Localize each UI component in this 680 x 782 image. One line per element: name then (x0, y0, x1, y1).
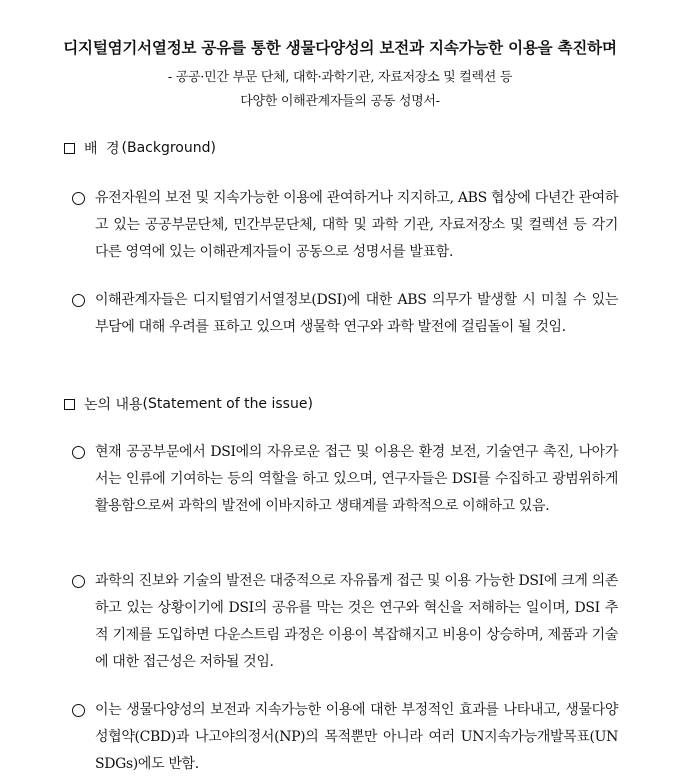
paragraph-text: 현재 공공부문에서 DSI에의 자유로운 접근 및 이용은 환경 보전, 기술연구 촉진, 나아가서는 인류에 기여하는 등의 역할을 하고 있으며, 연구자들은 DSI를 수집하고 광범위하게 활용함으로써 과학의 발전에 이바지하고 생태계를 과학적으로 이해하고 있음. (95, 444, 618, 514)
circle-bullet-icon (72, 704, 85, 717)
section-heading-statement (64, 394, 313, 414)
circle-bullet-icon (72, 192, 85, 205)
circle-bullet-icon (72, 294, 85, 307)
paragraph (72, 568, 618, 676)
section-heading-ko: 논의 내용 (84, 397, 143, 413)
paragraph (72, 185, 618, 266)
section-heading-en: (Background) (121, 140, 216, 156)
section-heading-en: (Statement of the issue) (142, 396, 313, 412)
square-bullet-icon (64, 399, 75, 410)
document-title: 디지털염기서열정보 공유를 통한 생물다양성의 보전과 지속가능한 이용을 촉진하며 (63, 39, 617, 57)
section-heading-background (64, 138, 216, 158)
document-subtitle-line1: - 공공·민간 부문 단체, 대학·과학기관, 자료저장소 및 컬렉션 등 (167, 70, 513, 85)
section-heading-ko: 배 경 (84, 141, 122, 157)
paragraph-text: 유전자원의 보전 및 지속가능한 이용에 관여하거나 지지하고, ABS 협상에 다년간 관여하고 있는 공공부문단체, 민간부문단체, 대학 및 과학 기관, 자료저장소 및 컬렉션 등 각기 다른 영역에 있는 이해관계자들이 공동으로 성명서를 발표함. (95, 190, 618, 260)
circle-bullet-icon (72, 575, 85, 588)
paragraph (72, 439, 618, 520)
square-bullet-icon (64, 143, 75, 154)
paragraph-text: 이해관계자들은 디지털염기서열정보(DSI)에 대한 ABS 의무가 발생할 시 미칠 수 있는 부담에 대해 우려를 표하고 있으며 생물학 연구와 과학 발전에 걸림돌이 될 것임. (95, 292, 618, 335)
circle-bullet-icon (72, 446, 85, 459)
paragraph (72, 697, 618, 778)
paragraph (72, 287, 618, 341)
document-subtitle-line2: 다양한 이해관계자들의 공동 성명서- (240, 94, 440, 109)
paragraph-text: 이는 생물다양성의 보전과 지속가능한 이용에 대한 부정적인 효과를 나타내고, 생물다양성협약(CBD)과 나고야의정서(NP)의 목적뿐만 아니라 여러 UN지속가능개발목표(UN SDGs)에도 반함. (95, 702, 618, 772)
paragraph-text: 과학의 진보와 기술의 발전은 대중적으로 자유롭게 접근 및 이용 가능한 DSI에 크게 의존하고 있는 상황이기에 DSI의 공유를 막는 것은 연구와 혁신을 저해하는 일이며, DSI 추적 기제를 도입하면 다운스트림 과정은 이용이 복잡해지고 비용이 상승하며, 제품과 기술에 대한 접근성은 저하될 것임. (95, 573, 618, 670)
